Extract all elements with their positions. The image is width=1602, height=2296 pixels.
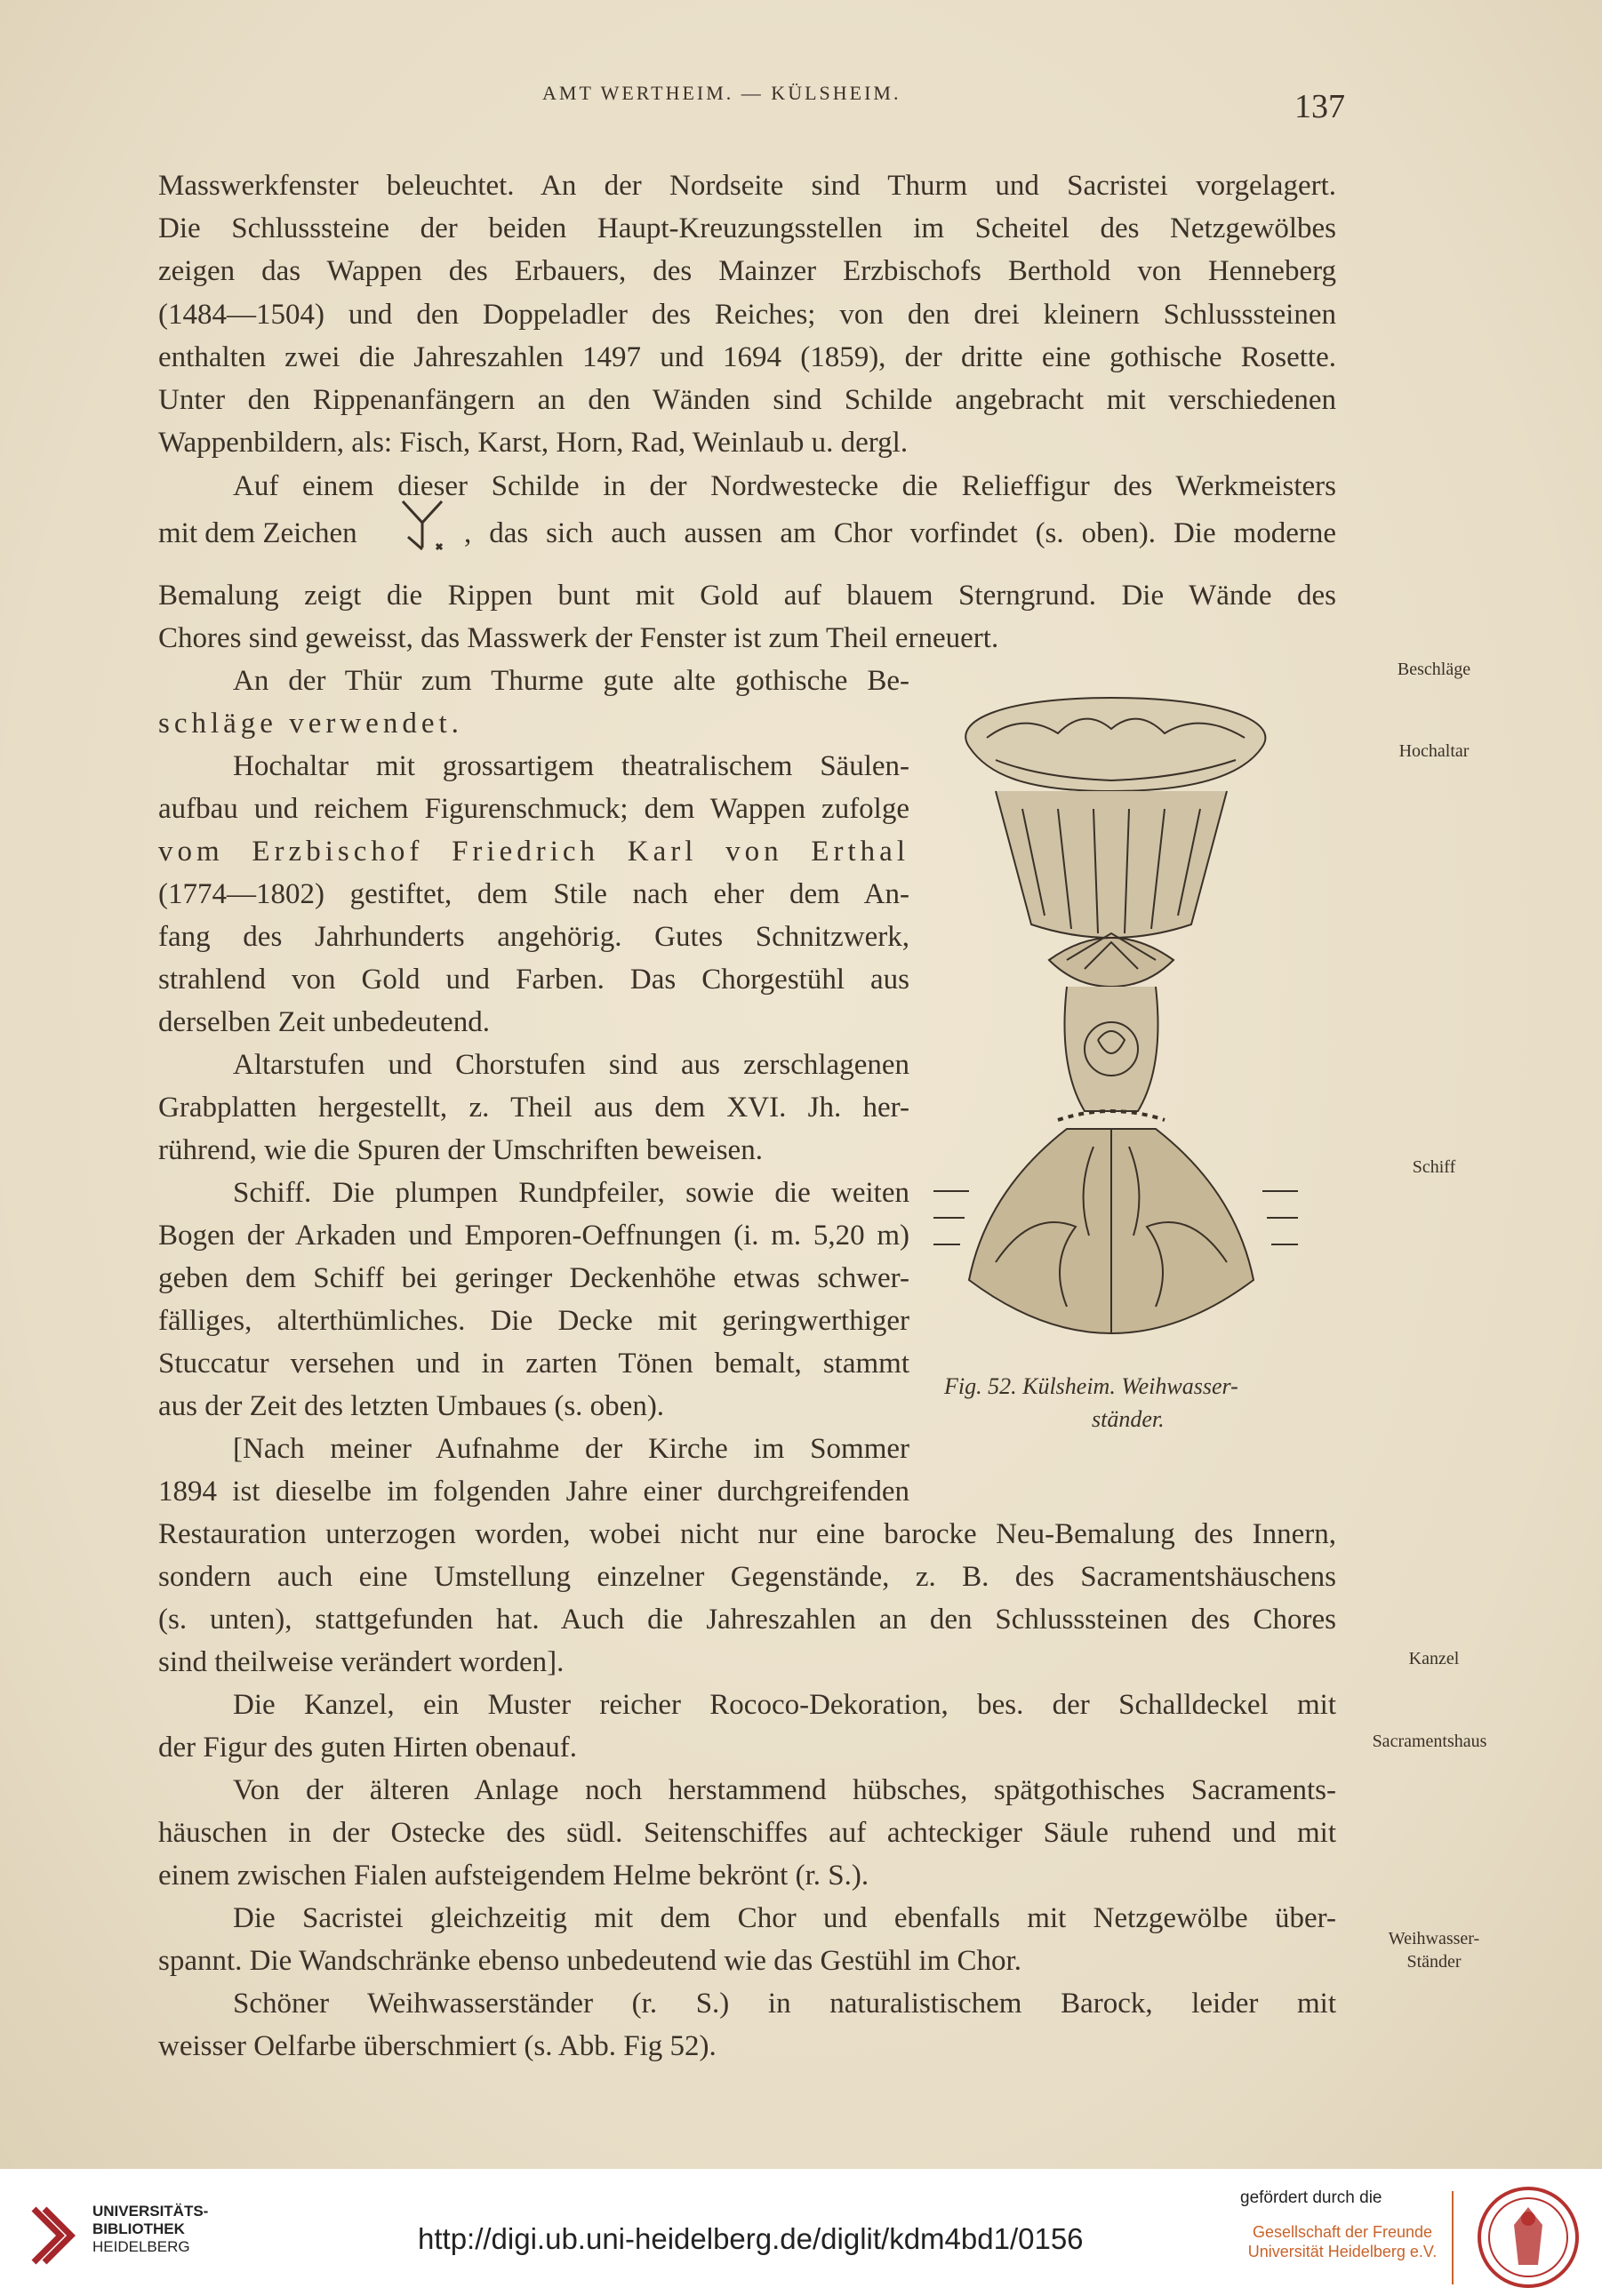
- permalink-url[interactable]: http://digi.ub.uni-heidelberg.de/diglit/kdm4bd1/0156: [418, 2222, 1084, 2255]
- margin-note: Kanzel: [1408, 1649, 1460, 1668]
- running-header: AMT WERTHEIM. — KÜLSHEIM.: [542, 82, 901, 104]
- text-line: An der Thür zum Thurme gute alte gothische Be-: [233, 665, 909, 697]
- text-line: Die Schlusssteine der beiden Haupt-Kreuzungsstellen im Scheitel des Netzgewölbes: [158, 212, 1336, 244]
- text-line: Schiff. Die plumpen Rundpfeiler, sowie die weiten: [233, 1177, 909, 1209]
- text-line: aus der Zeit des letzten Umbaues (s. oben).: [158, 1390, 665, 1422]
- text-line: Chores sind geweisst, das Masswerk der Fenster ist zum Theil erneuert.: [158, 622, 999, 654]
- text-line: (s. unten), stattgefunden hat. Auch die Jahreszahlen an den Schlusssteinen des Chores: [158, 1604, 1336, 1636]
- text-line: Grabplatten hergestellt, z. Theil aus dem XVI. Jh. her-: [158, 1092, 909, 1124]
- text-line: (1484—1504) und den Doppeladler des Reiches; von den drei kleinern Schlusssteinen: [158, 299, 1336, 331]
- text-line: Hochaltar mit grossartigem theatralischem Säulen-: [233, 750, 909, 782]
- text-line: Die Kanzel, ein Muster reicher Rococo-Dekoration, bes. der Schalldeckel mit: [233, 1689, 1336, 1721]
- text-line: mit dem Zeichen: [158, 517, 357, 549]
- margin-note: Weihwasser-: [1388, 1929, 1480, 1948]
- text-line: Restauration unterzogen worden, wobei nicht nur eine barocke Neu-Bemalung des Innern,: [158, 1518, 1336, 1550]
- text-line: rührend, wie die Spuren der Umschriften beweisen.: [158, 1134, 763, 1166]
- text-line: 1894 ist dieselbe im folgenden Jahre einer durchgreifenden: [158, 1476, 909, 1508]
- margin-note: Beschläge: [1397, 660, 1471, 679]
- text-line: spannt. Die Wandschränke ebenso unbedeutend wie das Gestühl im Chor.: [158, 1945, 1021, 1977]
- digitization-footer: [0, 2169, 1602, 2296]
- text-line: Von der älteren Anlage noch herstammend hübsches, spätgothisches Sacraments-: [233, 1774, 1336, 1806]
- sponsor-name-line: Universität Heidelberg e.V.: [1247, 2243, 1438, 2260]
- mason-mark-icon: [396, 496, 467, 558]
- text-line: Die Sacristei gleichzeitig mit dem Chor und ebenfalls mit Netzgewölbe über-: [233, 1902, 1336, 1934]
- sponsor-name-line: Gesellschaft der Freunde: [1252, 2223, 1433, 2241]
- text-line: Stuccatur versehen und in zarten Tönen bemalt, stammt: [158, 1348, 909, 1380]
- text-line: schläge verwendet.: [158, 708, 463, 740]
- text-line: häuschen in der Ostecke des südl. Seitenschiffes auf achteckiger Säule ruhend und mit: [158, 1817, 1336, 1849]
- text-line: zeigen das Wappen des Erbauers, des Mainzer Erzbischofs Berthold von Henneberg: [158, 255, 1336, 287]
- text-line: derselben Zeit unbedeutend.: [158, 1006, 490, 1038]
- library-logo-icon: [25, 2200, 87, 2271]
- text-line: geben dem Schiff bei geringer Deckenhöhe etwas schwer-: [158, 1262, 909, 1294]
- text-line: [Nach meiner Aufnahme der Kirche im Sommer: [233, 1433, 909, 1465]
- margin-note: Ständer: [1406, 1952, 1462, 1972]
- text-line: Bogen der Arkaden und Emporen-Oeffnungen (i. m. 5,20 m): [158, 1220, 909, 1252]
- figure-caption: Fig. 52. Külsheim. Weihwasser-: [944, 1373, 1238, 1399]
- text-line: Bemalung zeigt die Rippen bunt mit Gold auf blauem Sterngrund. Die Wände des: [158, 580, 1336, 612]
- text-line: enthalten zwei die Jahreszahlen 1497 und 1694 (1859), der dritte eine gothische Rosette.: [158, 341, 1336, 373]
- library-name-line: BIBLIOTHEK: [92, 2220, 185, 2237]
- text-line: Wappenbildern, als: Fisch, Karst, Horn, Rad, Weinlaub u. dergl.: [158, 427, 909, 459]
- text-line: strahlend von Gold und Farben. Das Chorgestühl aus: [158, 964, 909, 996]
- text-line: weisser Oelfarbe überschmiert (s. Abb. Fig 52).: [158, 2030, 717, 2062]
- text-line: aufbau und reichem Figurenschmuck; dem Wappen zufolge: [158, 793, 909, 825]
- text-line: fang des Jahrhunderts angehörig. Gutes Schnitzwerk,: [158, 921, 909, 953]
- text-line: Auf einem dieser Schilde in der Nordwestecke die Relieffigur des Werkmeisters: [233, 470, 1336, 502]
- holy-water-stoup-illustration: [933, 693, 1298, 1369]
- margin-note: Hochaltar: [1398, 741, 1470, 761]
- text-line: Schöner Weihwasserständer (r. S.) in naturalistischem Barock, leider mit: [233, 1988, 1336, 2020]
- library-name-line: UNIVERSITÄTS-: [92, 2203, 209, 2220]
- text-line: vom Erzbischof Friedrich Karl von Erthal: [158, 836, 909, 868]
- figure-caption: ständer.: [1092, 1406, 1165, 1432]
- divider: [1452, 2191, 1454, 2284]
- text-line: (1774—1802) gestiftet, dem Stile nach eher dem An-: [158, 878, 909, 910]
- text-line: Altarstufen und Chorstufen sind aus zerschlagenen: [233, 1049, 909, 1081]
- text-line: Unter den Rippenanfängern an den Wänden sind Schilde angebracht mit verschiedenen: [158, 384, 1336, 416]
- text-line: der Figur des guten Hirten obenauf.: [158, 1732, 578, 1764]
- text-line: sind theilweise verändert worden].: [158, 1646, 565, 1678]
- sponsor-name: [1240, 2222, 1445, 2261]
- university-seal-icon: [1476, 2185, 1581, 2290]
- library-name-line: HEIDELBERG: [92, 2238, 190, 2255]
- margin-note: Sacramentshaus: [1372, 1732, 1487, 1751]
- library-name: [92, 2203, 208, 2256]
- text-line: Masswerkfenster beleuchtet. An der Nordseite sind Thurm und Sacristei vorgelagert.: [158, 170, 1336, 202]
- sponsor-label: gefördert durch die: [1240, 2188, 1382, 2207]
- page-number: 137: [1294, 88, 1345, 125]
- text-line: einem zwischen Fialen aufsteigendem Helme bekrönt (r. S.).: [158, 1860, 869, 1892]
- text-line: fälliges, alterthümliches. Die Decke mit geringwerthiger: [158, 1305, 909, 1337]
- text-line: , das sich auch aussen am Chor vorfindet (s. oben). Die moderne: [464, 517, 1336, 549]
- margin-note: Schiff: [1412, 1157, 1456, 1177]
- text-line: sondern auch eine Umstellung einzelner Gegenstände, z. B. des Sacramentshäuschens: [158, 1561, 1336, 1593]
